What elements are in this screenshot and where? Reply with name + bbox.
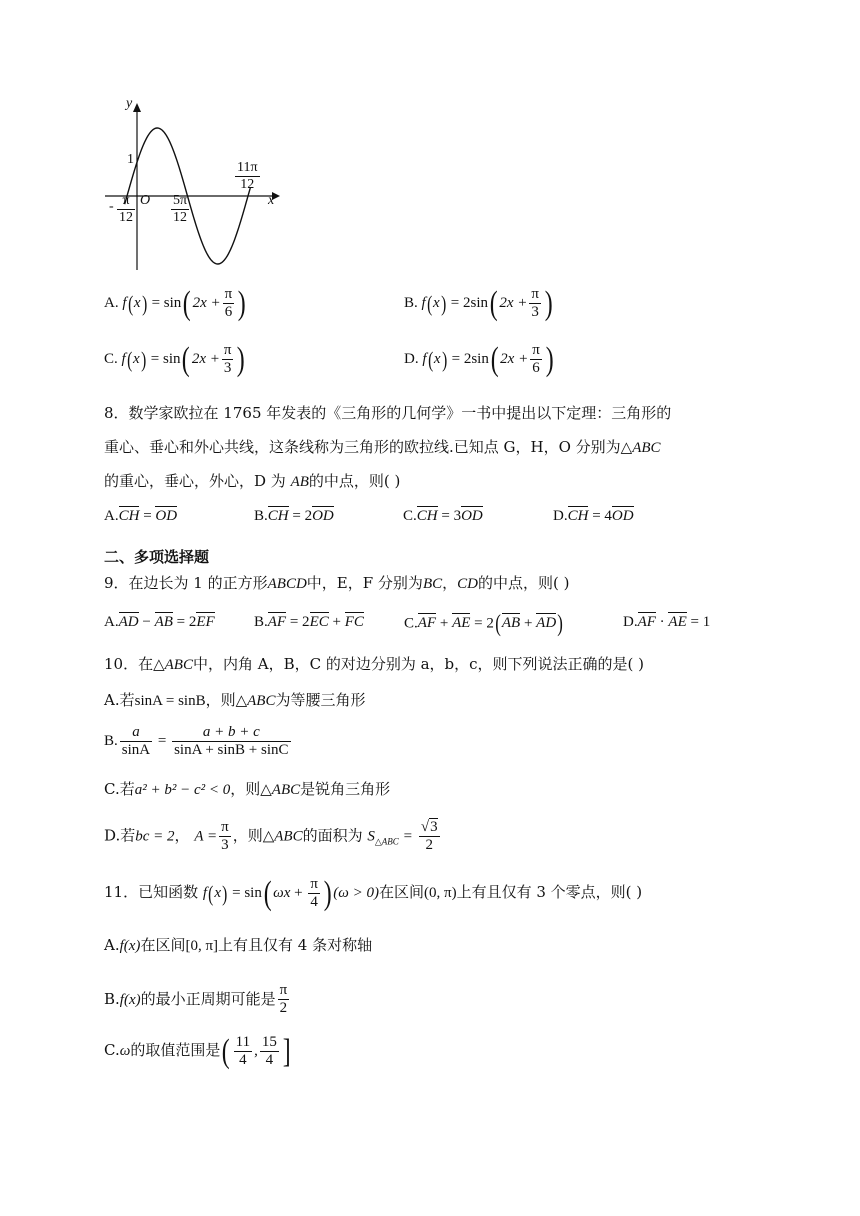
- q7-option-c[interactable]: C. f(x) = sin( 2x + $\frac{\pi}{3}$ ): [104, 340, 246, 378]
- q10-option-b[interactable]: B. $\frac{a}{\sin A}$ = $\frac{a + b + c}{\sin A + \sin B + \sin C}$: [104, 724, 289, 759]
- q11-option-c[interactable]: C.ω的取值范围是( $\frac{11}{4}$ , $\frac{15}{4}$ ]: [104, 1032, 291, 1070]
- q8-option-c[interactable]: C.CH = 3OD: [403, 508, 483, 524]
- q10-option-a[interactable]: A.若sinA = sinB，则△ABC为等腰三角形: [104, 691, 366, 709]
- q10-option-d[interactable]: D.若bc = 2， A = $\frac{\pi}{3}$ ，则△ABC的面积为 $S_{\triangle ABC}$ = $\frac{√3}{2}$: [104, 818, 438, 854]
- q10-option-c[interactable]: C.若a² + b² − c² < 0，则△ABC是锐角三角形: [104, 780, 391, 798]
- q11-option-b[interactable]: B.f(x)的最小正周期可能是 $\frac{\pi}{2}$: [104, 982, 288, 1017]
- y-tick-one: 1: [127, 152, 134, 167]
- y-axis-label: y: [126, 96, 133, 111]
- q11-stem: 11．已知函数 f(x) = sin( ωx + $\frac{\pi}{4}$ ) (ω > 0)在区间(0, π)上有且仅有 3 个零点，则( ): [104, 874, 643, 912]
- q7-option-b[interactable]: B. f(x) = 2sin( 2x + $\frac{\pi}{3}$ ): [404, 284, 553, 322]
- q8-stem-line3: 的重心，垂心，外心，D 为 AB的中点，则( ): [104, 472, 401, 490]
- origin-label: O: [140, 193, 151, 208]
- y-axis-arrow: [133, 103, 141, 112]
- q8-option-b[interactable]: B.CH = 2OD: [254, 508, 334, 524]
- x-axis-label: x: [268, 193, 275, 208]
- section-heading-multiple-choice: 二、多项选择题: [104, 548, 210, 566]
- q9-option-b[interactable]: B.AF = 2EC + FC: [254, 614, 364, 630]
- q9-option-a[interactable]: A.AD − AB = 2EF: [104, 614, 215, 630]
- q9-option-c[interactable]: C.AF + AE = 2(AB + AD): [404, 611, 563, 637]
- q9-stem: 9．在边长为 1 的正方形ABCD中，E，F 分别为BC，CD的中点，则( ): [104, 574, 570, 592]
- q8-option-d[interactable]: D.CH = 4OD: [553, 508, 634, 524]
- q7-option-d[interactable]: D. f(x) = 2sin( 2x + $\frac{\pi}{6}$ ): [404, 340, 554, 378]
- five-pi-12-label: $\frac{5\pi}{12}$: [173, 193, 188, 226]
- q8-stem-line2: 重心、垂心和外心共线，这条线称为三角形的欧拉线.已知点 G，H，O 分别为△ABC: [104, 438, 661, 456]
- neg-pi-12-minus: -: [109, 199, 114, 214]
- q8-option-a[interactable]: A.CH = OD: [104, 508, 178, 524]
- q11-option-a[interactable]: A.f(x)在区间[0, π]上有且仅有 4 条对称轴: [104, 936, 373, 954]
- eleven-pi-12-label: $\frac{11\pi}{12}$: [237, 160, 258, 193]
- q10-stem: 10．在△ABC中，内角 A，B，C 的对边分别为 a，b，c，则下列说法正确的是( ): [104, 655, 645, 673]
- q7-option-a[interactable]: A. f(x) = sin( 2x + $\frac{\pi}{6}$ ): [104, 284, 246, 322]
- q9-option-d[interactable]: D.AF · AE = 1: [623, 614, 711, 630]
- neg-pi-12-label: $\frac{\pi}{12}$: [119, 193, 133, 226]
- q8-stem-line1: 8．数学家欧拉在 1765 年发表的《三角形的几何学》一书中提出以下定理：三角形的: [104, 404, 672, 422]
